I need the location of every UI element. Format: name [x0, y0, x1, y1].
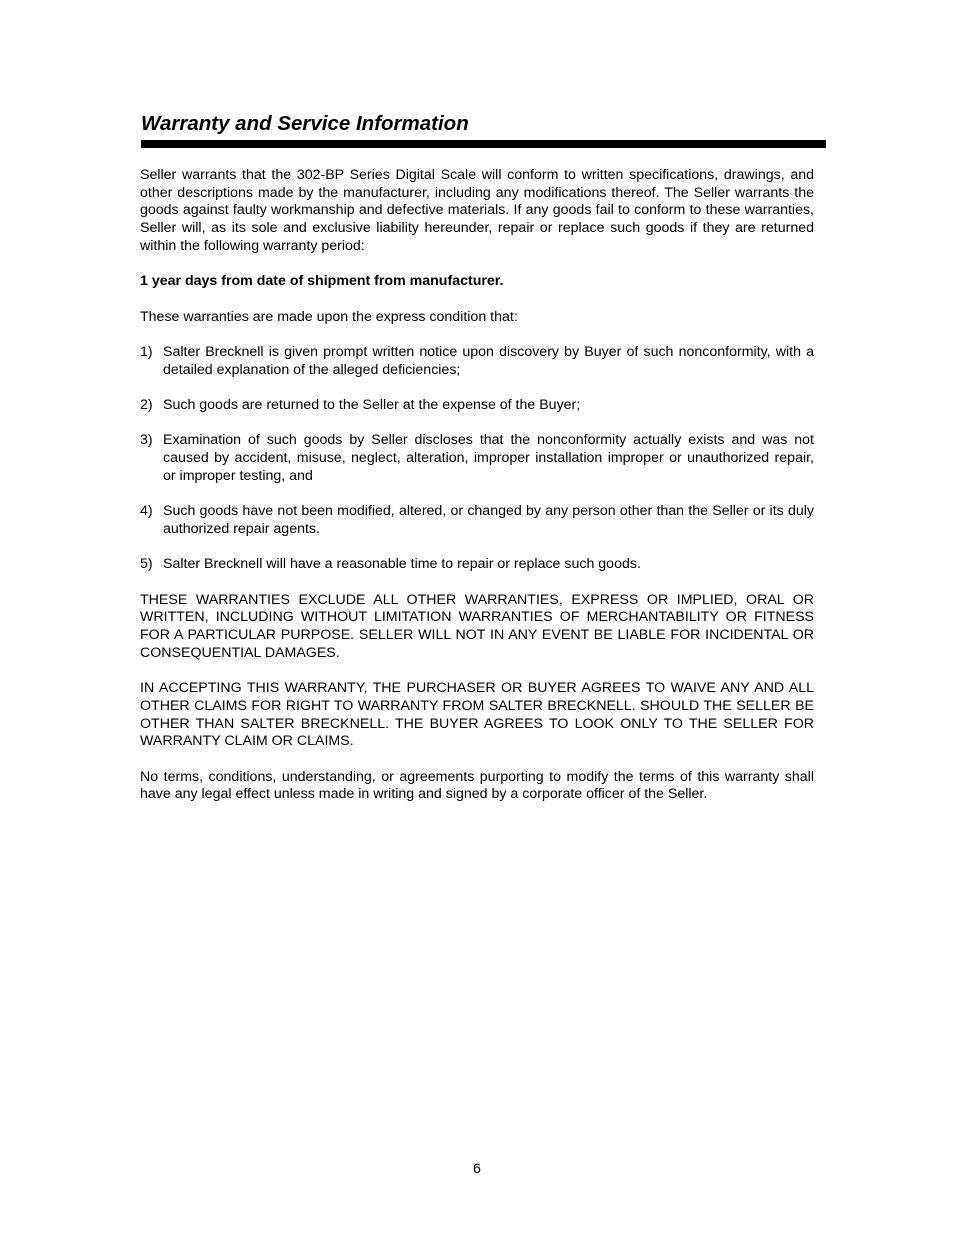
- intro-paragraph: Seller warrants that the 302-BP Series Digital Scale will conform to written specifications, drawings, and other descriptions made by the manufacturer, including any modifications thereof. The Seller warrants the goods against faulty workmanship and defective materials. If any goods fail to conform to these warranties, Seller will, as its sole and exclusive liability hereunder, repair or replace such goods if they are returned within the following warranty period:: [140, 167, 814, 254]
- page-title: Warranty and Service Information: [141, 112, 469, 135]
- list-item: [140, 344, 814, 379]
- warranty-period: 1 year days from date of shipment from manufacturer.: [140, 273, 504, 290]
- list-number: 5): [140, 556, 153, 573]
- title-rule: [141, 140, 826, 148]
- list-number: 1): [140, 343, 153, 360]
- list-number: 3): [140, 432, 153, 449]
- list-text: Salter Brecknell will have a reasonable time to repair or replace such goods.: [163, 556, 641, 573]
- list-item: [140, 503, 814, 538]
- acceptance-paragraph: IN ACCEPTING THIS WARRANTY, THE PURCHASER OR BUYER AGREES TO WAIVE ANY AND ALL OTHER CLAIMS FOR RIGHT TO WARRANTY FROM SALTER BRECKNELL. SHOULD THE SELLER BE OTHER THAN SALTER BRECKNELL. THE BUYER AGREES TO LOOK ONLY TO THE SELLER FOR WARRANTY CLAIM OR CLAIMS.: [140, 680, 814, 750]
- exclusion-paragraph: THESE WARRANTIES EXCLUDE ALL OTHER WARRANTIES, EXPRESS OR IMPLIED, ORAL OR WRITTEN, INCLUDING WITHOUT LIMITATION WARRANTIES OF MERCHANTABILITY OR FITNESS FOR A PARTICULAR PURPOSE. SELLER WILL NOT IN ANY EVENT BE LIABLE FOR INCIDENTAL OR CONSEQUENTIAL DAMAGES.: [140, 591, 814, 661]
- list-item: [140, 397, 814, 415]
- conditions-intro: These warranties are made upon the express condition that:: [140, 308, 518, 325]
- conditions-list: [140, 344, 814, 574]
- list-number: 2): [140, 397, 153, 414]
- list-text: Such goods are returned to the Seller at the expense of the Buyer;: [163, 397, 581, 414]
- document-body: [140, 167, 814, 822]
- list-item: [140, 432, 814, 485]
- page-number: 6: [473, 1161, 481, 1177]
- list-text: Salter Brecknell is given prompt written notice upon discovery by Buyer of such nonconformity, with a detailed explanation of the alleged deficiencies;: [163, 343, 814, 378]
- list-item: [140, 556, 814, 574]
- list-number: 4): [140, 503, 153, 520]
- list-text: Examination of such goods by Seller discloses that the nonconformity actually exists and was not caused by accident, misuse, neglect, alteration, improper installation improper or unauthorized repair, or improper testing, and: [163, 432, 814, 484]
- list-text: Such goods have not been modified, altered, or changed by any person other than the Seller or its duly authorized repair agents.: [163, 503, 814, 537]
- modification-paragraph: No terms, conditions, understanding, or agreements purporting to modify the terms of this warranty shall have any legal effect unless made in writing and signed by a corporate officer of the Seller.: [140, 768, 814, 803]
